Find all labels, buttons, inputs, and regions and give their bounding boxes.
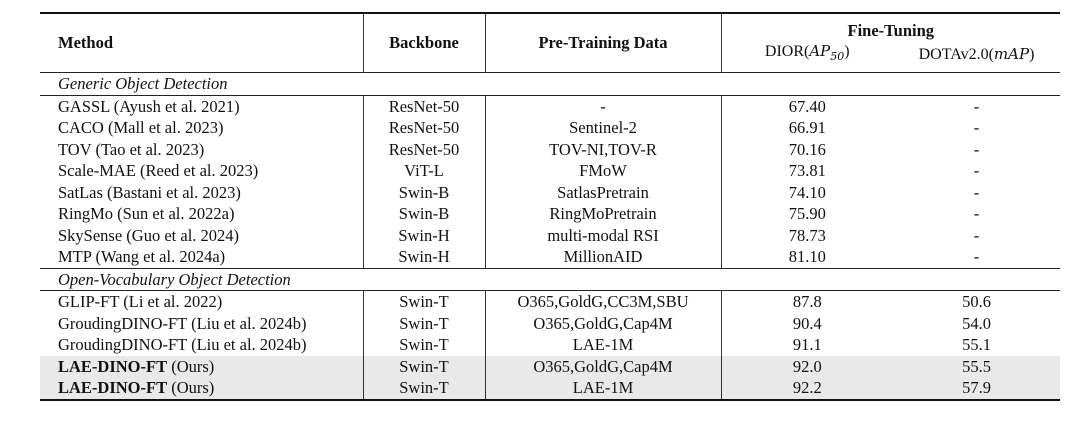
table-row	[40, 160, 1060, 182]
method-citation: (Liu et al. 2024b)	[186, 313, 307, 333]
table-row	[40, 203, 1060, 225]
method-citation: (Sun et al. 2022a)	[113, 204, 235, 224]
table-row	[40, 377, 1060, 400]
header-dota-label: DOTAv2.0(	[918, 45, 994, 63]
method-name: LAE-DINO-FT	[58, 378, 168, 398]
dior-ap50-cell: 81.10	[721, 246, 893, 268]
dior-ap50-cell: 92.2	[721, 377, 893, 400]
table-row	[40, 313, 1060, 335]
method-name: GLIP-FT	[58, 292, 120, 312]
method-cell	[40, 117, 363, 139]
method-citation: (Bastani et al. 2023)	[102, 182, 241, 202]
method-name: LAE-DINO-FT	[58, 356, 168, 376]
method-cell	[40, 139, 363, 161]
method-name: MTP	[58, 247, 92, 267]
method-cell	[40, 225, 363, 247]
table-row	[40, 182, 1060, 204]
pretraining-data-cell: MillionAID	[485, 246, 721, 268]
method-citation: (Li et al. 2022)	[119, 292, 223, 312]
pretraining-data-cell: multi-modal RSI	[485, 225, 721, 247]
pretraining-data-cell: Sentinel-2	[485, 117, 721, 139]
dotav2-map-cell: -	[973, 247, 980, 267]
dotav2-map-cell: -	[973, 182, 980, 202]
method-name: GroudingDINO-FT	[58, 335, 187, 355]
method-cell	[40, 291, 363, 313]
dotav2-map-cell: -	[973, 225, 980, 245]
method-citation: (Tao et al. 2023)	[91, 139, 205, 159]
method-name: SkySense	[58, 225, 123, 245]
dotav2-map-cell: 55.1	[962, 335, 991, 355]
pretraining-data-cell: TOV-NI,TOV-R	[485, 139, 721, 161]
pretraining-data-cell: RingMoPretrain	[485, 203, 721, 225]
pretraining-data-cell: O365,GoldG,Cap4M	[485, 313, 721, 335]
backbone-cell: Swin-B	[363, 182, 485, 204]
backbone-cell: Swin-H	[363, 225, 485, 247]
method-name: GroudingDINO-FT	[58, 313, 187, 333]
backbone-cell: Swin-T	[363, 377, 485, 400]
method-citation: (Mall et al. 2023)	[103, 118, 224, 138]
dotav2-map-cell: 50.6	[962, 292, 991, 312]
header-dior	[721, 40, 893, 73]
method-cell	[40, 313, 363, 335]
method-name: CACO	[58, 118, 104, 138]
method-cell	[40, 182, 363, 204]
table-row	[40, 225, 1060, 247]
dotav2-map-cell: 54.0	[962, 313, 991, 333]
dotav2-map-cell: -	[973, 118, 980, 138]
table-body	[40, 73, 1060, 400]
header-pretraining-data: Pre-Training Data	[485, 13, 721, 73]
dior-ap50-cell: 74.10	[721, 182, 893, 204]
results-table	[40, 12, 1060, 401]
method-cell	[40, 160, 363, 182]
dior-ap50-cell: 67.40	[721, 95, 893, 117]
pretraining-data-cell: O365,GoldG,Cap4M	[485, 356, 721, 378]
pretraining-data-cell: SatlasPretrain	[485, 182, 721, 204]
dior-ap50-cell: 78.73	[721, 225, 893, 247]
dior-ap50-cell: 70.16	[721, 139, 893, 161]
header-dota-close: )	[1029, 45, 1035, 63]
section-header-row	[40, 73, 1060, 96]
method-citation: (Reed et al. 2023)	[135, 161, 259, 181]
section-title: Open-Vocabulary Object Detection	[40, 268, 1060, 291]
pretraining-data-cell: -	[485, 95, 721, 117]
table-row	[40, 117, 1060, 139]
method-cell	[40, 377, 363, 400]
results-table-container	[40, 12, 1060, 401]
pretraining-data-cell: LAE-1M	[485, 334, 721, 356]
method-cell	[40, 95, 363, 117]
backbone-cell: ResNet-50	[363, 95, 485, 117]
method-cell	[40, 356, 363, 378]
method-cell	[40, 203, 363, 225]
backbone-cell: Swin-T	[363, 356, 485, 378]
table-row	[40, 334, 1060, 356]
section-header-row	[40, 268, 1060, 291]
header-dior-metric: AP	[809, 42, 831, 60]
pretraining-data-cell: FMoW	[485, 160, 721, 182]
method-name: SatLas	[58, 182, 103, 202]
method-citation: (Ayush et al. 2021)	[109, 96, 240, 116]
dior-ap50-cell: 73.81	[721, 160, 893, 182]
header-dior-close: )	[844, 43, 850, 60]
backbone-cell: Swin-T	[363, 291, 485, 313]
dior-ap50-cell: 87.8	[721, 291, 893, 313]
backbone-cell: ResNet-50	[363, 117, 485, 139]
header-backbone: Backbone	[363, 13, 485, 73]
method-citation: (Liu et al. 2024b)	[186, 335, 307, 355]
table-header	[40, 13, 1060, 73]
header-method: Method	[40, 13, 363, 73]
method-citation: (Ours)	[167, 378, 215, 398]
table-row	[40, 356, 1060, 378]
header-dota-metric: mAP	[993, 44, 1030, 63]
method-citation: (Guo et al. 2024)	[122, 225, 240, 245]
backbone-cell: Swin-T	[363, 313, 485, 335]
method-name: RingMo	[58, 204, 114, 224]
backbone-cell: Swin-T	[363, 334, 485, 356]
dotav2-map-cell: -	[973, 139, 980, 159]
backbone-cell: Swin-H	[363, 246, 485, 268]
dior-ap50-cell: 92.0	[721, 356, 893, 378]
dior-ap50-cell: 66.91	[721, 117, 893, 139]
dotav2-map-cell: -	[973, 161, 980, 181]
dotav2-map-cell: 55.5	[893, 356, 1060, 378]
header-fine-tuning: Fine-Tuning	[721, 13, 1060, 40]
method-name: GASSL	[58, 96, 110, 116]
dior-ap50-cell: 75.90	[721, 203, 893, 225]
section-title: Generic Object Detection	[40, 73, 1060, 96]
method-name: Scale-MAE	[58, 161, 136, 181]
header-dota	[893, 40, 1060, 73]
header-dior-sub: 50	[830, 50, 845, 64]
backbone-cell: ViT-L	[363, 160, 485, 182]
dotav2-map-cell: -	[973, 96, 980, 116]
method-cell	[40, 334, 363, 356]
table-row	[40, 139, 1060, 161]
pretraining-data-cell: O365,GoldG,CC3M,SBU	[485, 291, 721, 313]
method-cell	[40, 246, 363, 268]
method-citation: (Ours)	[167, 356, 215, 376]
dior-ap50-cell: 90.4	[721, 313, 893, 335]
dotav2-map-cell: 57.9	[893, 377, 1060, 400]
method-citation: (Wang et al. 2024a)	[91, 247, 226, 267]
table-row	[40, 246, 1060, 268]
method-name: TOV	[58, 139, 92, 159]
backbone-cell: Swin-B	[363, 203, 485, 225]
pretraining-data-cell: LAE-1M	[485, 377, 721, 400]
header-dior-label: DIOR(	[764, 43, 810, 60]
dior-ap50-cell: 91.1	[721, 334, 893, 356]
table-row	[40, 291, 1060, 313]
backbone-cell: ResNet-50	[363, 139, 485, 161]
table-row	[40, 95, 1060, 117]
dotav2-map-cell: -	[973, 204, 980, 224]
